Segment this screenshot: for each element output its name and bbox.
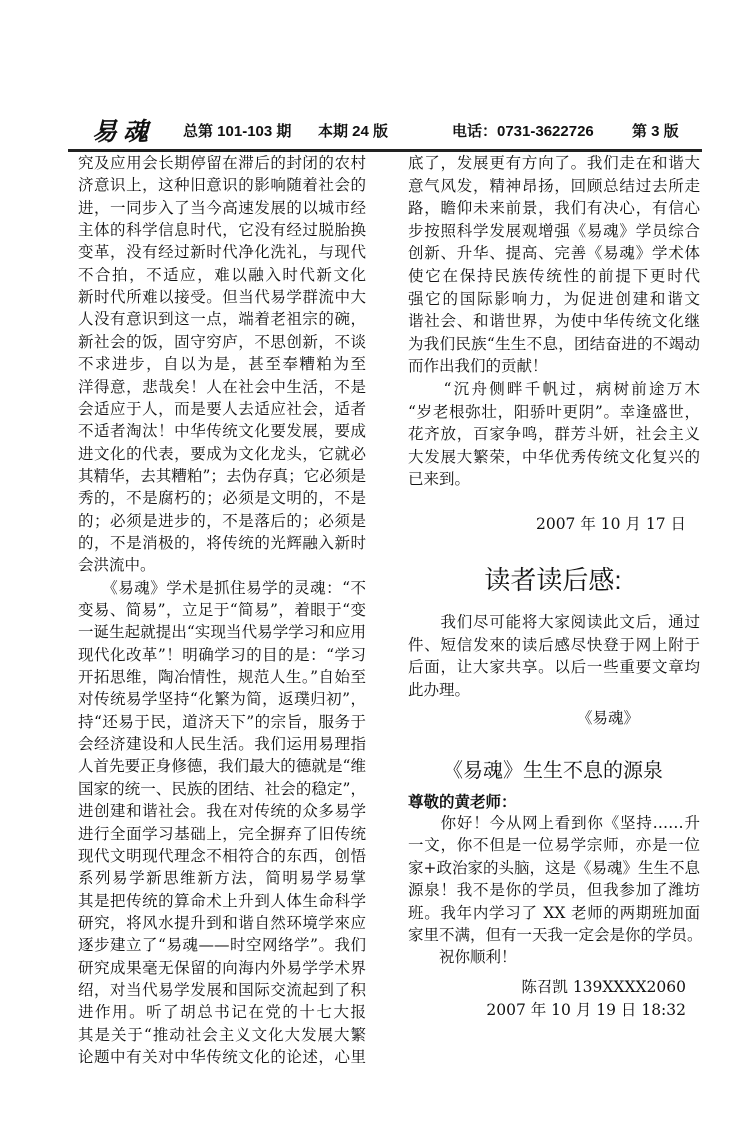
- text-line: 班。我年内学习了 XX 老师的两期班加面: [408, 903, 700, 922]
- text-line: 进，一同步入了当今高速发展的以城市经: [78, 198, 366, 217]
- text-line: 《易魂》学术是抓住易学的灵魂：“不: [109, 578, 366, 597]
- text-line: 新时代所难以接受。但当代易学群流中大: [78, 288, 366, 307]
- text-line: 使它在保持民族传统性的前提下更时代: [408, 267, 700, 285]
- text-line: 后面，让大家共享。以后一些重要文章均: [408, 658, 700, 677]
- letter-salutation: 尊敬的黄老师：: [408, 792, 517, 811]
- text-line: 进创建和谐社会。我在对传统的众多易学: [78, 802, 366, 821]
- text-line: 此办理。: [408, 680, 471, 699]
- text-line: 持“还易于民，道济天下”的宗旨，服务于: [78, 712, 366, 731]
- text-line: 现代文明现代理念不相符合的东西，创悟: [78, 846, 366, 865]
- text-line: 进文化的代表，要成为文化龙头，它就必: [78, 444, 366, 463]
- letter-title: 《易魂》生生不息的源泉: [443, 760, 663, 782]
- text-line: 其是关于“推动社会主义文化大发展大繁: [78, 1025, 366, 1044]
- text-line: 变易、简易”，立足于“简易”，着眼于“变: [78, 601, 366, 619]
- text-line: 而作出我们的贡献！: [408, 357, 548, 376]
- text-line: 祝你顺利！: [408, 948, 517, 967]
- text-line: 一诞生起就提出“实现当代易学学习和应用: [78, 623, 366, 642]
- text-line: 主体的科学信息时代，它没有经过脱胎换: [78, 221, 366, 240]
- text-line: 件、短信发來的读后感尽快登于网上附于: [408, 635, 700, 654]
- text-line: 开拓思维，陶冶情性，规范人生。”自始至: [78, 668, 366, 687]
- text-line: 研究成果毫无保留的向海内外易学学术界: [78, 958, 366, 977]
- text-line: 济意识上，这种旧意识的影响随着社会的: [78, 176, 366, 195]
- text-line: 现代化改革”！明确学习的目的是：“学习: [78, 645, 366, 664]
- readers-heading: 读者读后感:: [484, 565, 622, 595]
- text-line: 大发展大繁荣，中华优秀传统文化复兴的: [408, 447, 700, 466]
- text-line: 会洪流中。: [78, 556, 156, 575]
- text-line: 家+政治家的头脑，这是《易魂》生生不息: [408, 858, 700, 877]
- text-line: 人没有意识到这一点，端着老祖宗的碗，: [78, 310, 366, 329]
- text-line: 洋得意，悲哉矣！人在社会中生活，不是: [78, 377, 366, 396]
- page-number: 第 3 版: [632, 123, 679, 140]
- text-line: 其精华，去其糟粕”；去伪存真；它必须是: [78, 466, 366, 485]
- text-line: 进作用。听了胡总书记在党的十七大报: [78, 1003, 366, 1022]
- text-line: 创新、升华、提高、完善《易魂》学术体: [408, 244, 700, 263]
- text-line: 研究，将风水提升到和谐自然环境学來应: [78, 913, 366, 932]
- newspaper-logo: 易魂: [92, 117, 155, 146]
- text-line: 家里不满，但有一天我一定会是你的学员。: [408, 926, 703, 944]
- text-line: 为我们民族“生生不息，团结奋进的不竭动: [408, 334, 700, 353]
- text-line: 其是把传统的算命术上升到人体生命科学: [78, 891, 366, 910]
- text-line: 绍，对当代易学发展和国际交流起到了积: [78, 980, 366, 999]
- phone-number: 电话：0731-3622726: [452, 123, 594, 140]
- text-line: 人首先要正身修德，我们最大的德就是“维: [78, 757, 366, 776]
- issue-number: 总第 101-103 期: [183, 123, 292, 140]
- text-line: 意气风发，精神昂扬，回顾总结过去所走: [408, 176, 700, 195]
- text-line: 源泉！我不是你的学员，但我参加了潍坊: [408, 881, 700, 900]
- text-line: 已来到。: [408, 470, 471, 489]
- text-line: 不适者淘汰！中华传统文化要发展，要成: [78, 422, 366, 441]
- text-line: 底了，发展更有方向了。我们走在和谐大: [408, 154, 700, 172]
- text-line: 对传统易学坚持“化繁为简，返璞归初”，: [78, 690, 366, 709]
- intro-signature: 《易魂》: [577, 709, 640, 727]
- text-line: 的；必须是进步的，不是落后的；必须是: [78, 511, 366, 530]
- text-line: 国家的统一、民族的团结、社会的稳定”，: [78, 779, 366, 798]
- text-line: 论题中有关对中华传统文化的论述，心里: [78, 1048, 366, 1066]
- text-line: 系列易学新思维新方法，简明易学易掌: [78, 869, 366, 888]
- text-line: 的，不是消极的，将传统的光辉融入新时: [78, 533, 366, 552]
- text-line: 谐社会、和谐世界，为使中华传统文化继: [408, 312, 700, 331]
- text-line: 一文，你不但是一位易学宗师，亦是一位: [408, 836, 700, 855]
- text-line: 逐步建立了“易魂——时空网络学”。我们: [78, 936, 366, 955]
- text-line: “沉舟侧畔千帆过，病树前途万木: [443, 380, 700, 398]
- text-line: 不求进步，自以为是，甚至奉糟粕为至: [78, 355, 366, 374]
- article-date: 2007 年 10 月 17 日: [535, 515, 686, 533]
- text-line: 会适应于人，而是要人去适应社会，适者: [78, 399, 366, 418]
- text-line: 你好！今从网上看到你《坚持……升: [440, 814, 700, 832]
- text-line: 强它的国际影响力，为促进创建和谐文: [408, 289, 700, 308]
- text-line: 步按照科学发展观增强《易魂》学员综合: [408, 221, 700, 240]
- text-line: 秀的，不是腐朽的；必须是文明的，不是: [78, 489, 366, 508]
- text-line: 新社会的饭，固守穷庐，不思创新，不谈: [78, 332, 366, 351]
- text-line: 会经济建设和人民生活。我们运用易理指: [78, 735, 366, 754]
- text-line: 花齐放，百家争鸣，群芳斗妍，社会主义: [408, 425, 700, 444]
- text-line: 我们尽可能将大家阅读此文后，通过: [440, 613, 700, 631]
- text-line: 究及应用会长期停留在滞后的封闭的农村: [78, 154, 366, 172]
- page-count: 本期 24 版: [318, 123, 389, 140]
- text-line: “岁老根弥壮，阳骄叶更阴”。幸逢盛世，: [408, 402, 700, 421]
- letter-date: 2007 年 10 月 19 日 18:32: [486, 1001, 686, 1019]
- text-line: 变革，没有经过新时代净化洗礼，与现代: [78, 243, 366, 262]
- letter-signature: 陈召凯 139XXXX2060: [521, 978, 686, 996]
- text-line: 路，瞻仰未来前景，我们有决心，有信心: [408, 199, 700, 218]
- text-line: 进行全面学习基础上，完全摒弃了旧传统: [78, 824, 366, 843]
- text-line: 不合拍，不适应，难以融入时代新文化: [78, 265, 366, 284]
